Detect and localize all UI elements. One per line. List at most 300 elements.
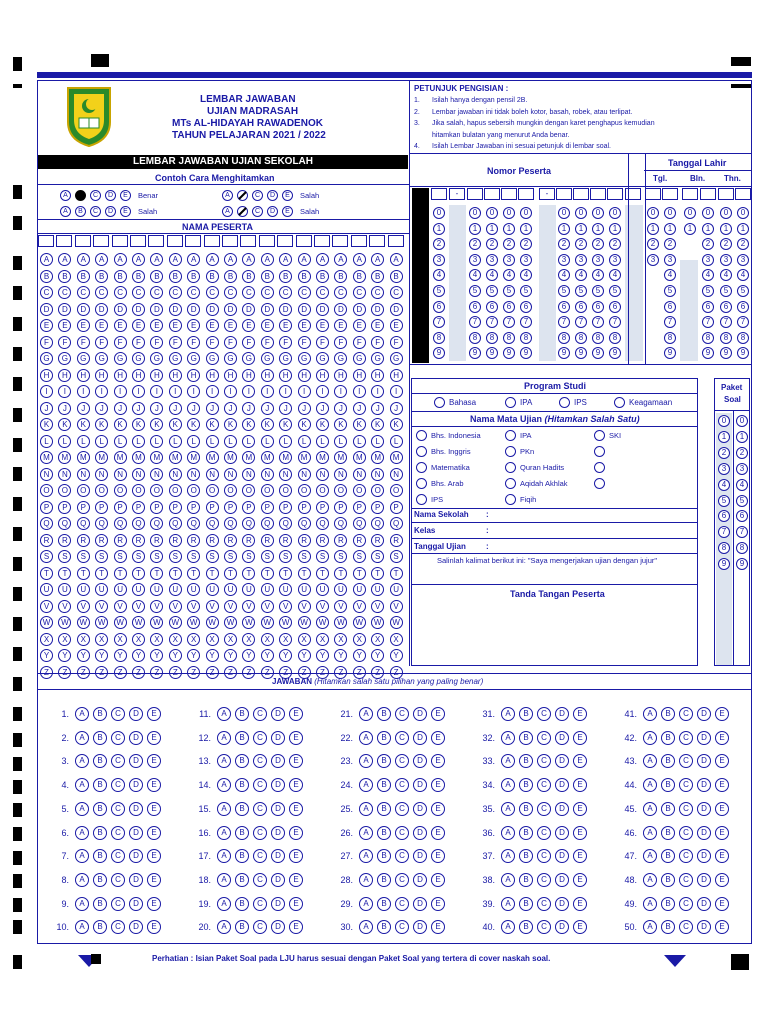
name-bubble-k[interactable]: K bbox=[224, 418, 237, 431]
name-bubble-r[interactable]: R bbox=[77, 534, 90, 547]
digit-bubble[interactable]: 9 bbox=[720, 347, 732, 359]
digit-bubble[interactable]: 2 bbox=[575, 238, 587, 250]
name-bubble-g[interactable]: G bbox=[316, 352, 329, 365]
name-bubble-h[interactable]: H bbox=[58, 369, 71, 382]
name-bubble-n[interactable]: N bbox=[132, 468, 145, 481]
name-letter-box[interactable] bbox=[314, 235, 330, 247]
name-bubble-y[interactable]: Y bbox=[187, 649, 200, 662]
name-bubble-s[interactable]: S bbox=[187, 550, 200, 563]
name-bubble-x[interactable]: X bbox=[187, 633, 200, 646]
answer-bubble-d[interactable]: D bbox=[271, 754, 285, 768]
name-bubble-d[interactable]: D bbox=[261, 303, 274, 316]
answer-bubble-d[interactable]: D bbox=[697, 826, 711, 840]
name-bubble-k[interactable]: K bbox=[114, 418, 127, 431]
name-bubble-a[interactable]: A bbox=[58, 253, 71, 266]
digit-bubble[interactable]: 7 bbox=[664, 316, 676, 328]
name-bubble-v[interactable]: V bbox=[150, 600, 163, 613]
name-bubble-d[interactable]: D bbox=[40, 303, 53, 316]
name-bubble-x[interactable]: X bbox=[242, 633, 255, 646]
answer-bubble-e[interactable]: E bbox=[289, 778, 303, 792]
name-bubble-i[interactable]: I bbox=[150, 385, 163, 398]
name-bubble-d[interactable]: D bbox=[206, 303, 219, 316]
name-bubble-j[interactable]: J bbox=[169, 402, 182, 415]
answer-bubble-e[interactable]: E bbox=[573, 873, 587, 887]
name-bubble-n[interactable]: N bbox=[316, 468, 329, 481]
name-bubble-y[interactable]: Y bbox=[77, 649, 90, 662]
answer-bubble-e[interactable]: E bbox=[715, 778, 729, 792]
name-bubble-d[interactable]: D bbox=[371, 303, 384, 316]
answer-bubble-a[interactable]: A bbox=[217, 707, 231, 721]
name-bubble-e[interactable]: E bbox=[242, 319, 255, 332]
answer-bubble-d[interactable]: D bbox=[129, 778, 143, 792]
name-letter-box[interactable] bbox=[240, 235, 256, 247]
name-bubble-a[interactable]: A bbox=[242, 253, 255, 266]
name-bubble-t[interactable]: T bbox=[298, 567, 311, 580]
name-bubble-v[interactable]: V bbox=[187, 600, 200, 613]
digit-bubble[interactable]: 2 bbox=[664, 238, 676, 250]
name-bubble-e[interactable]: E bbox=[58, 319, 71, 332]
answer-bubble-d[interactable]: D bbox=[271, 802, 285, 816]
digit-bubble[interactable]: 2 bbox=[720, 238, 732, 250]
name-bubble-h[interactable]: H bbox=[132, 369, 145, 382]
answer-bubble-b[interactable]: B bbox=[519, 754, 533, 768]
answer-bubble-e[interactable]: E bbox=[431, 920, 445, 934]
name-bubble-v[interactable]: V bbox=[95, 600, 108, 613]
name-bubble-n[interactable]: N bbox=[261, 468, 274, 481]
name-bubble-z[interactable]: Z bbox=[353, 666, 366, 679]
digit-bubble[interactable]: 3 bbox=[737, 254, 749, 266]
name-bubble-u[interactable]: U bbox=[279, 583, 292, 596]
paket-bubble[interactable]: 6 bbox=[736, 510, 748, 522]
name-bubble-c[interactable]: C bbox=[353, 286, 366, 299]
answer-bubble-c[interactable]: C bbox=[679, 707, 693, 721]
name-bubble-x[interactable]: X bbox=[77, 633, 90, 646]
name-bubble-g[interactable]: G bbox=[58, 352, 71, 365]
name-bubble-t[interactable]: T bbox=[224, 567, 237, 580]
name-bubble-r[interactable]: R bbox=[150, 534, 163, 547]
answer-bubble-a[interactable]: A bbox=[501, 920, 515, 934]
digit-bubble[interactable]: 7 bbox=[575, 316, 587, 328]
answer-bubble-c[interactable]: C bbox=[679, 873, 693, 887]
digit-bubble[interactable]: 2 bbox=[609, 238, 621, 250]
nomor-digit-box[interactable]: - bbox=[539, 188, 555, 200]
answer-bubble-a[interactable]: A bbox=[643, 897, 657, 911]
name-bubble-e[interactable]: E bbox=[316, 319, 329, 332]
digit-bubble[interactable]: 4 bbox=[664, 269, 676, 281]
name-bubble-z[interactable]: Z bbox=[261, 666, 274, 679]
digit-bubble[interactable]: 6 bbox=[503, 301, 515, 313]
name-bubble-h[interactable]: H bbox=[390, 369, 403, 382]
subject-radio[interactable] bbox=[416, 462, 427, 473]
answer-bubble-a[interactable]: A bbox=[217, 754, 231, 768]
answer-bubble-b[interactable]: B bbox=[661, 754, 675, 768]
digit-bubble[interactable]: 0 bbox=[737, 207, 749, 219]
name-bubble-z[interactable]: Z bbox=[58, 666, 71, 679]
answer-bubble-d[interactable]: D bbox=[697, 920, 711, 934]
answer-bubble-e[interactable]: E bbox=[147, 849, 161, 863]
name-bubble-b[interactable]: B bbox=[114, 270, 127, 283]
name-bubble-m[interactable]: M bbox=[95, 451, 108, 464]
answer-bubble-b[interactable]: B bbox=[93, 873, 107, 887]
answer-bubble-c[interactable]: C bbox=[679, 731, 693, 745]
answer-bubble-a[interactable]: A bbox=[359, 873, 373, 887]
name-letter-box[interactable] bbox=[277, 235, 293, 247]
name-bubble-c[interactable]: C bbox=[224, 286, 237, 299]
answer-bubble-e[interactable]: E bbox=[573, 802, 587, 816]
paket-bubble[interactable]: 0 bbox=[718, 415, 730, 427]
digit-bubble[interactable]: 9 bbox=[592, 347, 604, 359]
digit-bubble[interactable]: 9 bbox=[575, 347, 587, 359]
name-bubble-o[interactable]: O bbox=[334, 484, 347, 497]
name-bubble-f[interactable]: F bbox=[261, 336, 274, 349]
name-bubble-t[interactable]: T bbox=[150, 567, 163, 580]
name-bubble-l[interactable]: L bbox=[371, 435, 384, 448]
digit-bubble[interactable]: 7 bbox=[433, 316, 445, 328]
answer-bubble-e[interactable]: E bbox=[573, 920, 587, 934]
answer-bubble-a[interactable]: A bbox=[359, 731, 373, 745]
name-bubble-j[interactable]: J bbox=[298, 402, 311, 415]
tgl-digit-box[interactable] bbox=[645, 188, 661, 200]
answer-bubble-c[interactable]: C bbox=[537, 897, 551, 911]
name-bubble-c[interactable]: C bbox=[334, 286, 347, 299]
name-bubble-e[interactable]: E bbox=[261, 319, 274, 332]
name-bubble-q[interactable]: Q bbox=[40, 517, 53, 530]
name-bubble-t[interactable]: T bbox=[132, 567, 145, 580]
name-bubble-n[interactable]: N bbox=[169, 468, 182, 481]
name-bubble-k[interactable]: K bbox=[334, 418, 347, 431]
subject-radio[interactable] bbox=[594, 478, 605, 489]
name-bubble-i[interactable]: I bbox=[206, 385, 219, 398]
answer-bubble-a[interactable]: A bbox=[75, 826, 89, 840]
answer-bubble-a[interactable]: A bbox=[643, 778, 657, 792]
digit-bubble[interactable]: 5 bbox=[720, 285, 732, 297]
name-bubble-i[interactable]: I bbox=[298, 385, 311, 398]
digit-bubble[interactable]: 9 bbox=[558, 347, 570, 359]
name-bubble-i[interactable]: I bbox=[390, 385, 403, 398]
answer-bubble-c[interactable]: C bbox=[111, 778, 125, 792]
digit-bubble[interactable]: 1 bbox=[486, 223, 498, 235]
name-bubble-h[interactable]: H bbox=[298, 369, 311, 382]
answer-bubble-b[interactable]: B bbox=[377, 731, 391, 745]
answer-bubble-c[interactable]: C bbox=[395, 778, 409, 792]
answer-bubble-c[interactable]: C bbox=[253, 897, 267, 911]
name-bubble-m[interactable]: M bbox=[114, 451, 127, 464]
answer-bubble-b[interactable]: B bbox=[235, 707, 249, 721]
answer-bubble-a[interactable]: A bbox=[643, 873, 657, 887]
answer-bubble-c[interactable]: C bbox=[253, 826, 267, 840]
answer-bubble-b[interactable]: B bbox=[235, 802, 249, 816]
name-bubble-x[interactable]: X bbox=[279, 633, 292, 646]
name-bubble-r[interactable]: R bbox=[371, 534, 384, 547]
name-bubble-a[interactable]: A bbox=[132, 253, 145, 266]
answer-bubble-c[interactable]: C bbox=[253, 707, 267, 721]
name-bubble-v[interactable]: V bbox=[390, 600, 403, 613]
digit-bubble[interactable]: 1 bbox=[720, 223, 732, 235]
name-bubble-u[interactable]: U bbox=[298, 583, 311, 596]
answer-bubble-e[interactable]: E bbox=[147, 778, 161, 792]
name-bubble-a[interactable]: A bbox=[95, 253, 108, 266]
digit-bubble[interactable]: 4 bbox=[737, 269, 749, 281]
name-bubble-c[interactable]: C bbox=[261, 286, 274, 299]
name-bubble-a[interactable]: A bbox=[77, 253, 90, 266]
answer-bubble-a[interactable]: A bbox=[643, 920, 657, 934]
name-bubble-l[interactable]: L bbox=[298, 435, 311, 448]
answer-bubble-e[interactable]: E bbox=[147, 802, 161, 816]
name-bubble-g[interactable]: G bbox=[353, 352, 366, 365]
name-bubble-j[interactable]: J bbox=[95, 402, 108, 415]
name-bubble-j[interactable]: J bbox=[279, 402, 292, 415]
answer-bubble-d[interactable]: D bbox=[697, 778, 711, 792]
answer-bubble-a[interactable]: A bbox=[501, 849, 515, 863]
digit-bubble[interactable]: 9 bbox=[469, 347, 481, 359]
name-bubble-k[interactable]: K bbox=[150, 418, 163, 431]
name-bubble-d[interactable]: D bbox=[224, 303, 237, 316]
name-bubble-f[interactable]: F bbox=[114, 336, 127, 349]
answer-bubble-a[interactable]: A bbox=[359, 707, 373, 721]
name-bubble-m[interactable]: M bbox=[261, 451, 274, 464]
program-ipa-radio[interactable] bbox=[505, 397, 516, 408]
answer-bubble-d[interactable]: D bbox=[271, 849, 285, 863]
answer-bubble-c[interactable]: C bbox=[679, 778, 693, 792]
answer-bubble-a[interactable]: A bbox=[501, 826, 515, 840]
name-bubble-c[interactable]: C bbox=[95, 286, 108, 299]
answer-bubble-c[interactable]: C bbox=[111, 873, 125, 887]
name-bubble-l[interactable]: L bbox=[261, 435, 274, 448]
paket-bubble[interactable]: 7 bbox=[718, 526, 730, 538]
name-bubble-x[interactable]: X bbox=[150, 633, 163, 646]
answer-bubble-d[interactable]: D bbox=[129, 754, 143, 768]
answer-bubble-c[interactable]: C bbox=[537, 920, 551, 934]
name-bubble-p[interactable]: P bbox=[261, 501, 274, 514]
name-bubble-e[interactable]: E bbox=[114, 319, 127, 332]
name-bubble-b[interactable]: B bbox=[242, 270, 255, 283]
paket-bubble[interactable]: 9 bbox=[736, 558, 748, 570]
name-bubble-t[interactable]: T bbox=[242, 567, 255, 580]
name-bubble-n[interactable]: N bbox=[58, 468, 71, 481]
digit-bubble[interactable]: 7 bbox=[720, 316, 732, 328]
name-bubble-x[interactable]: X bbox=[114, 633, 127, 646]
answer-bubble-e[interactable]: E bbox=[715, 707, 729, 721]
answer-bubble-b[interactable]: B bbox=[235, 826, 249, 840]
name-bubble-u[interactable]: U bbox=[95, 583, 108, 596]
name-bubble-c[interactable]: C bbox=[390, 286, 403, 299]
name-bubble-y[interactable]: Y bbox=[353, 649, 366, 662]
answer-bubble-a[interactable]: A bbox=[217, 849, 231, 863]
name-bubble-g[interactable]: G bbox=[334, 352, 347, 365]
name-bubble-r[interactable]: R bbox=[316, 534, 329, 547]
digit-bubble[interactable]: 6 bbox=[664, 301, 676, 313]
name-bubble-o[interactable]: O bbox=[187, 484, 200, 497]
answer-bubble-e[interactable]: E bbox=[573, 849, 587, 863]
name-bubble-t[interactable]: T bbox=[58, 567, 71, 580]
digit-bubble[interactable]: 9 bbox=[664, 347, 676, 359]
name-bubble-n[interactable]: N bbox=[224, 468, 237, 481]
digit-bubble[interactable]: 5 bbox=[737, 285, 749, 297]
answer-bubble-d[interactable]: D bbox=[271, 731, 285, 745]
name-bubble-o[interactable]: O bbox=[150, 484, 163, 497]
name-bubble-c[interactable]: C bbox=[371, 286, 384, 299]
answer-bubble-d[interactable]: D bbox=[555, 849, 569, 863]
name-bubble-r[interactable]: R bbox=[298, 534, 311, 547]
digit-bubble[interactable]: 1 bbox=[647, 223, 659, 235]
name-bubble-y[interactable]: Y bbox=[298, 649, 311, 662]
name-bubble-c[interactable]: C bbox=[206, 286, 219, 299]
answer-bubble-a[interactable]: A bbox=[359, 778, 373, 792]
name-bubble-w[interactable]: W bbox=[206, 616, 219, 629]
name-bubble-t[interactable]: T bbox=[77, 567, 90, 580]
digit-bubble[interactable]: 1 bbox=[592, 223, 604, 235]
name-bubble-i[interactable]: I bbox=[95, 385, 108, 398]
name-bubble-x[interactable]: X bbox=[353, 633, 366, 646]
name-bubble-c[interactable]: C bbox=[40, 286, 53, 299]
paket-bubble[interactable]: 3 bbox=[718, 463, 730, 475]
paket-bubble[interactable]: 2 bbox=[736, 447, 748, 459]
answer-bubble-b[interactable]: B bbox=[377, 778, 391, 792]
name-bubble-f[interactable]: F bbox=[371, 336, 384, 349]
paket-bubble[interactable]: 4 bbox=[718, 479, 730, 491]
answer-bubble-b[interactable]: B bbox=[661, 897, 675, 911]
name-bubble-d[interactable]: D bbox=[77, 303, 90, 316]
name-bubble-n[interactable]: N bbox=[77, 468, 90, 481]
name-bubble-p[interactable]: P bbox=[242, 501, 255, 514]
digit-bubble[interactable]: 2 bbox=[702, 238, 714, 250]
digit-bubble[interactable]: 2 bbox=[433, 238, 445, 250]
name-bubble-f[interactable]: F bbox=[169, 336, 182, 349]
name-bubble-s[interactable]: S bbox=[279, 550, 292, 563]
name-bubble-y[interactable]: Y bbox=[206, 649, 219, 662]
answer-bubble-d[interactable]: D bbox=[129, 802, 143, 816]
name-bubble-h[interactable]: H bbox=[279, 369, 292, 382]
digit-bubble[interactable]: 2 bbox=[486, 238, 498, 250]
name-bubble-p[interactable]: P bbox=[206, 501, 219, 514]
name-bubble-b[interactable]: B bbox=[390, 270, 403, 283]
answer-bubble-e[interactable]: E bbox=[431, 897, 445, 911]
answer-bubble-d[interactable]: D bbox=[413, 849, 427, 863]
answer-bubble-c[interactable]: C bbox=[395, 826, 409, 840]
name-bubble-w[interactable]: W bbox=[242, 616, 255, 629]
answer-bubble-c[interactable]: C bbox=[679, 826, 693, 840]
answer-bubble-c[interactable]: C bbox=[679, 897, 693, 911]
answer-bubble-d[interactable]: D bbox=[129, 897, 143, 911]
name-bubble-s[interactable]: S bbox=[242, 550, 255, 563]
name-letter-box[interactable] bbox=[204, 235, 220, 247]
answer-bubble-d[interactable]: D bbox=[555, 754, 569, 768]
name-bubble-j[interactable]: J bbox=[206, 402, 219, 415]
name-bubble-o[interactable]: O bbox=[58, 484, 71, 497]
name-bubble-u[interactable]: U bbox=[353, 583, 366, 596]
name-bubble-y[interactable]: Y bbox=[114, 649, 127, 662]
name-bubble-l[interactable]: L bbox=[206, 435, 219, 448]
name-bubble-u[interactable]: U bbox=[261, 583, 274, 596]
answer-bubble-e[interactable]: E bbox=[715, 754, 729, 768]
digit-bubble[interactable]: 3 bbox=[503, 254, 515, 266]
name-bubble-o[interactable]: O bbox=[261, 484, 274, 497]
name-bubble-v[interactable]: V bbox=[279, 600, 292, 613]
name-bubble-y[interactable]: Y bbox=[58, 649, 71, 662]
name-bubble-f[interactable]: F bbox=[95, 336, 108, 349]
name-bubble-v[interactable]: V bbox=[298, 600, 311, 613]
name-bubble-w[interactable]: W bbox=[114, 616, 127, 629]
name-bubble-v[interactable]: V bbox=[353, 600, 366, 613]
name-bubble-b[interactable]: B bbox=[40, 270, 53, 283]
name-bubble-t[interactable]: T bbox=[206, 567, 219, 580]
digit-bubble[interactable]: 4 bbox=[702, 269, 714, 281]
name-bubble-n[interactable]: N bbox=[242, 468, 255, 481]
answer-bubble-b[interactable]: B bbox=[93, 778, 107, 792]
name-bubble-h[interactable]: H bbox=[77, 369, 90, 382]
name-bubble-d[interactable]: D bbox=[132, 303, 145, 316]
answer-bubble-b[interactable]: B bbox=[377, 920, 391, 934]
name-bubble-c[interactable]: C bbox=[298, 286, 311, 299]
name-bubble-z[interactable]: Z bbox=[169, 666, 182, 679]
paket-bubble[interactable]: 0 bbox=[736, 415, 748, 427]
answer-bubble-b[interactable]: B bbox=[661, 920, 675, 934]
answer-bubble-d[interactable]: D bbox=[413, 778, 427, 792]
answer-bubble-b[interactable]: B bbox=[661, 802, 675, 816]
name-bubble-s[interactable]: S bbox=[224, 550, 237, 563]
answer-bubble-c[interactable]: C bbox=[253, 754, 267, 768]
name-bubble-b[interactable]: B bbox=[132, 270, 145, 283]
name-bubble-j[interactable]: J bbox=[371, 402, 384, 415]
name-bubble-a[interactable]: A bbox=[353, 253, 366, 266]
digit-bubble[interactable]: 5 bbox=[558, 285, 570, 297]
name-bubble-s[interactable]: S bbox=[334, 550, 347, 563]
name-bubble-r[interactable]: R bbox=[261, 534, 274, 547]
paket-bubble[interactable]: 7 bbox=[736, 526, 748, 538]
digit-bubble[interactable]: 5 bbox=[469, 285, 481, 297]
name-bubble-l[interactable]: L bbox=[58, 435, 71, 448]
name-bubble-j[interactable]: J bbox=[261, 402, 274, 415]
name-bubble-e[interactable]: E bbox=[95, 319, 108, 332]
answer-bubble-a[interactable]: A bbox=[359, 754, 373, 768]
name-bubble-m[interactable]: M bbox=[279, 451, 292, 464]
name-bubble-s[interactable]: S bbox=[150, 550, 163, 563]
name-letter-box[interactable] bbox=[185, 235, 201, 247]
name-bubble-j[interactable]: J bbox=[390, 402, 403, 415]
name-bubble-h[interactable]: H bbox=[261, 369, 274, 382]
name-bubble-k[interactable]: K bbox=[206, 418, 219, 431]
name-bubble-r[interactable]: R bbox=[206, 534, 219, 547]
name-bubble-g[interactable]: G bbox=[298, 352, 311, 365]
name-bubble-r[interactable]: R bbox=[58, 534, 71, 547]
name-bubble-f[interactable]: F bbox=[279, 336, 292, 349]
name-bubble-e[interactable]: E bbox=[187, 319, 200, 332]
answer-bubble-c[interactable]: C bbox=[537, 731, 551, 745]
paket-bubble[interactable]: 1 bbox=[736, 431, 748, 443]
name-bubble-q[interactable]: Q bbox=[298, 517, 311, 530]
name-bubble-v[interactable]: V bbox=[316, 600, 329, 613]
digit-bubble[interactable]: 8 bbox=[558, 332, 570, 344]
name-bubble-l[interactable]: L bbox=[150, 435, 163, 448]
name-bubble-o[interactable]: O bbox=[279, 484, 292, 497]
nomor-digit-box[interactable] bbox=[607, 188, 623, 200]
answer-bubble-c[interactable]: C bbox=[679, 754, 693, 768]
answer-bubble-b[interactable]: B bbox=[519, 897, 533, 911]
paket-bubble[interactable]: 5 bbox=[736, 495, 748, 507]
name-bubble-y[interactable]: Y bbox=[242, 649, 255, 662]
name-bubble-l[interactable]: L bbox=[353, 435, 366, 448]
name-bubble-g[interactable]: G bbox=[224, 352, 237, 365]
answer-bubble-e[interactable]: E bbox=[431, 778, 445, 792]
paket-bubble[interactable]: 4 bbox=[736, 479, 748, 491]
name-bubble-k[interactable]: K bbox=[242, 418, 255, 431]
digit-bubble[interactable]: 3 bbox=[647, 254, 659, 266]
subject-radio[interactable] bbox=[505, 494, 516, 505]
name-bubble-m[interactable]: M bbox=[298, 451, 311, 464]
digit-bubble[interactable]: 8 bbox=[720, 332, 732, 344]
answer-bubble-d[interactable]: D bbox=[555, 826, 569, 840]
name-bubble-y[interactable]: Y bbox=[224, 649, 237, 662]
